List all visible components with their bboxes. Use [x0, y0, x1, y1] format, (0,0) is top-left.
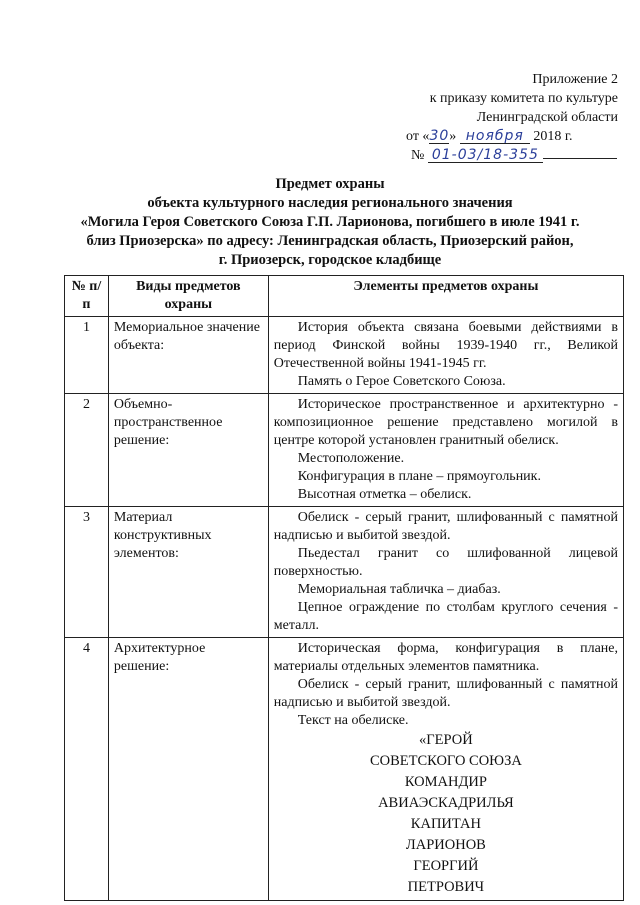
row-number: 2	[65, 394, 109, 507]
table-header-row	[65, 276, 624, 317]
annex-line-2: к приказу комитета по культуре	[429, 91, 618, 106]
title-line-5: г. Приозерск, городское кладбище	[218, 252, 442, 268]
number-underline	[543, 146, 617, 159]
annex-line-1: Приложение 2	[532, 72, 618, 87]
row-kind: Мемориальное значение объекта:	[108, 317, 268, 394]
row-kind: Материал конструктивных элементов:	[108, 507, 268, 638]
row-elements	[268, 317, 623, 394]
obelisk-inscription	[274, 730, 618, 898]
element-text: Пьедестал гранит со шлифованной лицевой поверхностью.	[273, 546, 618, 579]
annex-header	[380, 70, 618, 165]
annex-number-line	[380, 146, 618, 165]
inscription-line: ГЕОРГИЙ	[413, 858, 479, 874]
annex-date-line	[380, 127, 618, 146]
handwritten-day: 30	[429, 128, 450, 144]
inscription-line: КАПИТАН	[410, 816, 481, 832]
handwritten-month: ноября	[460, 129, 530, 144]
row-elements	[268, 638, 623, 901]
element-text: Текст на обелиске.	[297, 713, 409, 728]
handwritten-number: 01-03/18-355	[428, 148, 543, 163]
header-number: № п/п	[65, 276, 109, 317]
table-row	[65, 317, 624, 394]
element-text: Память о Герое Советского Союза.	[297, 374, 506, 389]
number-prefix: №	[411, 148, 425, 163]
inscription-line: ЛАРИОНОВ	[405, 837, 486, 853]
element-text: Высотная отметка – обелиск.	[297, 487, 472, 502]
table-row	[65, 394, 624, 507]
title-line-3: «Могила Героя Советского Союза Г.П. Ларионова, погибшего в июле 1941 г.	[80, 214, 580, 230]
element-text: Историческое пространственное и архитектурно - композиционное решение представлено могилой в центре которой установлен гранитный обелиск.	[273, 397, 618, 448]
inscription-line: СОВЕТСКОГО СОЮЗА	[369, 753, 522, 769]
header-kind: Виды предметов охраны	[108, 276, 268, 317]
title-line-1: Предмет охраны	[275, 176, 385, 192]
element-text: Обелиск - серый гранит, шлифованный с памятной надписью и выбитой звездой.	[273, 677, 618, 710]
title-line-4: близ Приозерска» по адресу: Ленинградская область, Приозерский район,	[86, 233, 574, 249]
inscription-line: ПЕТРОВИЧ	[407, 879, 485, 895]
date-prefix: от «	[406, 129, 430, 144]
row-number: 3	[65, 507, 109, 638]
row-kind: Архитектурное решение:	[108, 638, 268, 901]
annex-line-3: Ленинградской области	[476, 110, 618, 125]
protection-table	[64, 275, 624, 901]
element-text: Обелиск - серый гранит, шлифованный с памятной надписью и выбитой звездой.	[273, 510, 618, 543]
row-kind: Объемно-пространственное решение:	[108, 394, 268, 507]
element-text: Цепное ограждение по столбам круглого сечения - металл.	[273, 600, 618, 633]
inscription-line: «ГЕРОЙ	[419, 732, 473, 748]
date-year: 2018 г.	[533, 129, 573, 144]
element-text: Конфигурация в плане – прямоугольник.	[297, 469, 541, 484]
date-mid: »	[449, 129, 457, 144]
document-title	[40, 175, 620, 270]
header-elements: Элементы предметов охраны	[268, 276, 623, 317]
element-text: Местоположение.	[297, 451, 405, 466]
table-row	[65, 507, 624, 638]
table-row	[65, 638, 624, 901]
title-line-2: объекта культурного наследия регионального значения	[147, 195, 513, 211]
inscription-line: КОМАНДИР	[404, 774, 487, 790]
inscription-line: АВИАЭСКАДРИЛЬЯ	[378, 795, 514, 811]
row-elements	[268, 507, 623, 638]
element-text: Историческая форма, конфигурация в плане, материалы отдельных элементов памятника.	[273, 641, 618, 674]
element-text: История объекта связана боевыми действиями в период Финской войны 1939-1940 гг., Великой Отечественной войны 1941-1945 гг.	[273, 320, 618, 371]
row-elements	[268, 394, 623, 507]
element-text: Мемориальная табличка – диабаз.	[297, 582, 501, 597]
row-number: 1	[65, 317, 109, 394]
row-number: 4	[65, 638, 109, 901]
